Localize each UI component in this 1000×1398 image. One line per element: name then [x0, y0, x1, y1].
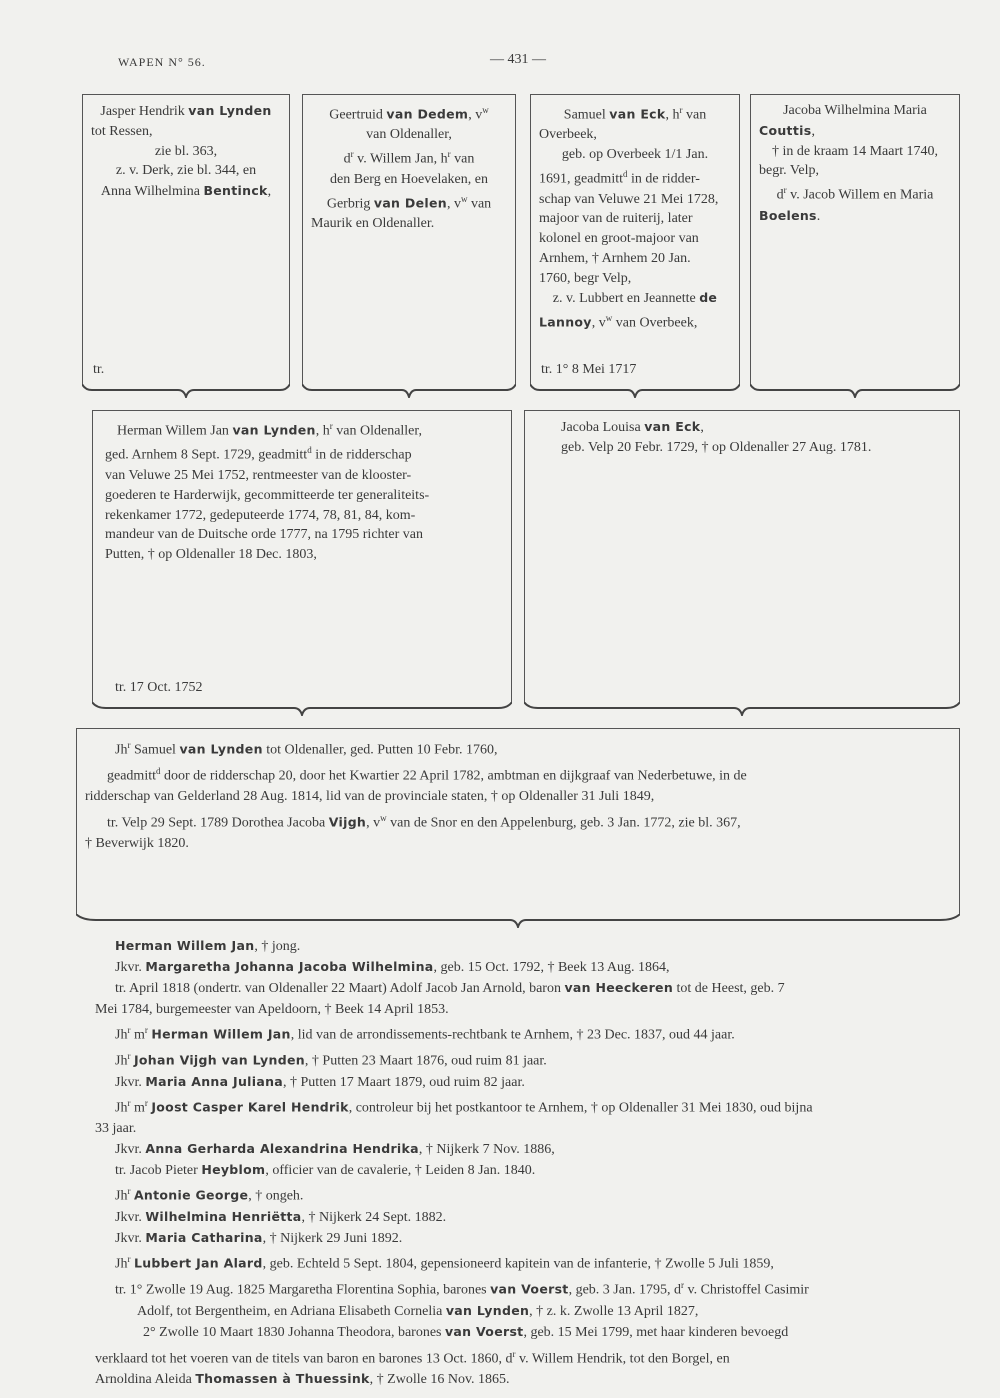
line: † in de kraam 14 Maart 1740,	[771, 143, 938, 159]
line: tot Ressen,	[91, 123, 153, 139]
line: Anna Wilhelmina Bentinck,	[100, 183, 272, 200]
line: z. v. Lubbert en Jeannette de	[552, 290, 718, 307]
line: ridderschap van Gelderland 28 Aug. 1814, lid van de provinciale staten, † op Oldenaller 31 Juli 1849,	[85, 789, 655, 805]
page-header-left: WAPEN N° 56.	[118, 55, 206, 69]
line: $d^r$ v. Jacob Willem en Maria	[776, 185, 934, 203]
marriage-label: tr. 17 Oct. 1752	[115, 680, 203, 696]
line: kolonel en groot-majoor van	[539, 231, 699, 247]
line: Couttis,	[759, 122, 815, 139]
line: van Veluwe 25 Mei 1752, rentmeester van de klooster-	[105, 467, 412, 483]
line: schap van Veluwe 21 Mei 1728,	[539, 191, 719, 207]
line: den Berg en Hoevelaken, en	[330, 171, 488, 187]
line: majoor van de ruiterij, later	[539, 211, 693, 227]
entry: Adolf, tot Bergentheim, en Adriana Elisabeth Cornelia van Lynden, † z. k. Zwolle 13 April 1827,	[137, 1303, 699, 1320]
entry: Jkvr. Maria Catharina, † Nijkerk 29 Juni 1892.	[115, 1230, 403, 1247]
brace-line	[530, 384, 740, 398]
line: goederen te Harderwijk, gecommitteerde ter generaliteits-	[105, 487, 430, 503]
line: Overbeek,	[539, 127, 597, 143]
line: Jh$^r$ Samuel van Lynden tot Oldenaller, ged. Putten 10 Febr. 1760,	[115, 740, 498, 758]
line: 1760, begr Velp,	[539, 270, 632, 286]
line: rekenkamer 1772, gedeputeerde 1774, 78, 81, 84, kom-	[105, 507, 416, 523]
entry: Jkvr. Wilhelmina Henriëtta, † Nijkerk 24 Sept. 1882.	[115, 1209, 447, 1226]
line: Maurik en Oldenaller.	[311, 215, 435, 231]
entry: Jkvr. Maria Anna Juliana, † Putten 17 Maart 1879, oud ruim 82 jaar.	[115, 1073, 525, 1090]
line: Boelens.	[759, 207, 821, 224]
box-text	[311, 101, 507, 234]
ancestor-box-samuel-van-eck	[530, 94, 740, 384]
line: $d^r$ v. Willem Jan, $h^r$ van	[343, 149, 475, 167]
ancestor-box-jacoba-louisa	[524, 410, 960, 702]
ancestor-box-jacoba-couttis	[750, 94, 960, 384]
ancestor-box-herman-willem-jan	[92, 410, 512, 702]
ancestor-box-jasper-hendrik	[82, 94, 290, 384]
ancestor-box-samuel-van-lynden	[76, 728, 960, 914]
line: Gerbrig van Delen, $v^w$ van	[326, 193, 492, 212]
line: Jacoba Louisa van Eck,	[561, 419, 704, 435]
box-text	[759, 101, 951, 226]
line: Samuel van Eck, $h^r$ van	[563, 105, 707, 123]
marriage-label: tr.	[93, 362, 105, 378]
entry: Mei 1784, burgemeester van Apeldoorn, † Beek 14 April 1853.	[95, 1001, 449, 1017]
entry: Jh$^r$ $m^r$ Joost Casper Karel Hendrik, controleur bij het postkantoor te Arnhem, † op Oldenaller 31 Mei 1830, oud bijna	[115, 1097, 813, 1116]
entry: 2° Zwolle 10 Maart 1830 Johanna Theodora, barones van Voerst, geb. 15 Mei 1799, met haar kinderen bevoegd	[143, 1324, 789, 1341]
brace-line	[82, 384, 290, 398]
line: tr. Velp 29 Sept. 1789 Dorothea Jacoba Vijgh, $v^w$ van de Snor en den Appelenburg, geb. 3 Jan. 1772, zie bl. 367,	[107, 812, 741, 831]
box-text	[85, 735, 951, 854]
line: 1691, geadmitt$^d$ in de ridder-	[539, 169, 700, 187]
entry: Arnoldina Aleida Thomassen à Thuessink, † Zwolle 16 Nov. 1865.	[95, 1371, 510, 1388]
line: mandeur van de Duitsche orde 1777, na 1795 richter van	[105, 527, 424, 543]
entry: Herman Willem Jan, † jong.	[115, 938, 301, 954]
line: † Beverwijk 1820.	[85, 835, 189, 851]
line: Lannoy, $v^w$ van Overbeek,	[539, 313, 698, 331]
line: geadmitt$^d$ door de ridderschap 20, door het Kwartier 22 April 1782, ambtman en dijkgraaf van Nederbetuwe, in de	[107, 766, 747, 784]
entry: tr. Jacob Pieter Heyblom, officier van de cavalerie, † Leiden 8 Jan. 1840.	[115, 1162, 536, 1178]
box-text	[101, 417, 503, 565]
ancestor-box-geertruid	[302, 94, 516, 384]
line: ged. Arnhem 8 Sept. 1729, geadmitt$^d$ in de ridderschap	[105, 445, 412, 464]
box-text	[91, 101, 281, 202]
brace-line	[76, 914, 960, 928]
brace-line	[524, 702, 960, 716]
box-text	[533, 417, 951, 458]
line: z. v. Derk, zie bl. 344, en	[115, 163, 257, 179]
brace-line	[92, 702, 512, 716]
entry: Jkvr. Margaretha Johanna Jacoba Wilhelmina, geb. 15 Oct. 1792, † Beek 13 Aug. 1864,	[115, 959, 670, 976]
line: zie bl. 363,	[154, 143, 218, 159]
entry: tr. 1° Zwolle 19 Aug. 1825 Margaretha Florentina Sophia, barones van Voerst, geb. 3 Jan. 1795, $d^r$ v. Christoffel Casimir	[115, 1280, 809, 1298]
entry: tr. April 1818 (ondertr. van Oldenaller 22 Maart) Adolf Jacob Jan Arnold, baron van Heeckeren tot de Heest, geb. 7	[115, 980, 785, 997]
line: van Oldenaller,	[366, 127, 452, 143]
box-text	[539, 101, 731, 334]
marriage-label: tr. 1° 8 Mei 1717	[541, 362, 637, 378]
entry: verklaard tot het voeren van de titels van baron en barones 13 Oct. 1860, $d^r$ v. Willem Hendrik, tot den Borgel, en	[95, 1348, 730, 1367]
line: Putten, † op Oldenaller 18 Dec. 1803,	[105, 547, 317, 563]
entry: 33 jaar.	[95, 1120, 137, 1136]
line: geb. Velp 20 Febr. 1729, † op Oldenaller 27 Aug. 1781.	[561, 439, 872, 455]
page-number: — 431 —	[490, 52, 546, 67]
line: Jasper Hendrik van Lynden	[100, 103, 272, 119]
line: Arnhem, † Arnhem 20 Jan.	[539, 250, 691, 266]
entry: Jkvr. Anna Gerharda Alexandrina Hendrika, † Nijkerk 7 Nov. 1886,	[115, 1140, 555, 1157]
line: Jacoba Wilhelmina Maria	[783, 103, 927, 118]
descendants-list	[95, 936, 940, 1391]
line: Geertruid van Dedem, $v^w$	[329, 105, 489, 123]
brace-line	[302, 384, 516, 398]
line: begr. Velp,	[759, 163, 820, 179]
entry: Jh$^r$ Antonie George, † ongeh.	[115, 1186, 304, 1204]
entry: Jh$^r$ Lubbert Jan Alard, geb. Echteld 5 Sept. 1804, gepensioneerd kapitein van de infanterie, † Zwolle 5 Juli 1859,	[115, 1254, 774, 1273]
line: geb. op Overbeek 1/1 Jan.	[561, 147, 709, 163]
brace-line	[750, 384, 960, 398]
entry: Jh$^r$ Johan Vijgh van Lynden, † Putten 23 Maart 1876, oud ruim 81 jaar.	[115, 1050, 547, 1069]
entry: Jh$^r$ $m^r$ Herman Willem Jan, lid van de arrondissements-rechtbank te Arnhem, † 23 Dec. 1837, oud 44 jaar.	[115, 1024, 735, 1043]
line: Herman Willem Jan van Lynden, $h^r$ van Oldenaller,	[117, 421, 423, 439]
